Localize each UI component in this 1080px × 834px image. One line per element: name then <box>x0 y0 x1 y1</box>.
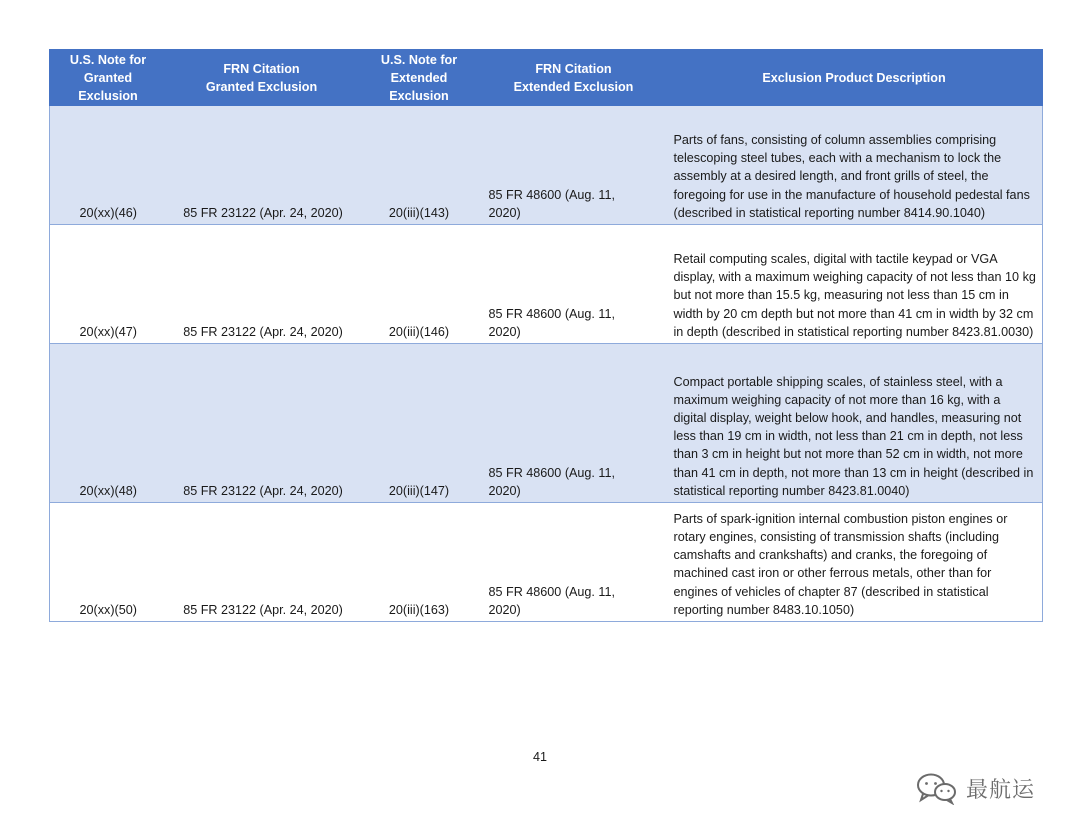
header-text: U.S. Note for <box>69 52 147 67</box>
header-text: Granted <box>83 70 133 85</box>
watermark-text: 最航运 <box>966 777 1036 803</box>
header-extended-frn <box>482 50 666 106</box>
header-row <box>50 50 1043 106</box>
granted-note-cell: 20(xx)(46) <box>50 106 167 225</box>
table-row <box>50 503 1043 622</box>
granted-frn-cell: 85 FR 23122 (Apr. 24, 2020) <box>167 106 357 225</box>
granted-frn-cell: 85 FR 23122 (Apr. 24, 2020) <box>167 344 357 503</box>
header-text: FRN Citation <box>535 61 612 76</box>
granted-note-cell: 20(xx)(50) <box>50 503 167 622</box>
extended-note-cell: 20(iii)(143) <box>357 106 482 225</box>
table-row <box>50 106 1043 225</box>
extended-frn-cell: 85 FR 48600 (Aug. 11, 2020) <box>482 225 666 344</box>
extended-note-cell: 20(iii)(163) <box>357 503 482 622</box>
description-cell: Compact portable shipping scales, of stainless steel, with a maximum weighing capacity of not more than 16 kg, with a digital display, weight below hook, and handles, measuring not less than 19 cm in width, not less than 21 cm in depth, not less than 3 cm in height but not more than 52 cm in width, not more than 41 cm in depth, not more than 13 cm in height (described in statistical reporting number 8423.81.0040) <box>666 344 1043 503</box>
description-cell: Retail computing scales, digital with tactile keypad or VGA display, with a maximum weighing capacity of not less than 10 kg but not more than 15.5 kg, measuring not less than 15 cm in width by 20 cm depth but not more than 41 cm in width by 32 cm in depth (described in statistical reporting number 8423.81.0030) <box>666 225 1043 344</box>
extended-frn-cell: 85 FR 48600 (Aug. 11, 2020) <box>482 503 666 622</box>
extended-note-cell: 20(iii)(147) <box>357 344 482 503</box>
description-cell: Parts of fans, consisting of column assemblies comprising telescoping steel tubes, each with a mechanism to lock the assembly at a desired length, and front grills of steel, the foregoing for use in the manufacture of household pedestal fans (described in statistical reporting number 8414.90.1040) <box>666 106 1043 225</box>
description-cell: Parts of spark-ignition internal combustion piston engines or rotary engines, consisting of transmission shafts (including camshafts and crankshafts) and cranks, the foregoing of machined cast iron or other ferrous metals, other than for engines of vehicles of chapter 87 (described in statistical reporting number 8483.10.1050) <box>666 503 1043 622</box>
header-extended-note <box>357 50 482 106</box>
granted-note-cell: 20(xx)(47) <box>50 225 167 344</box>
header-text: FRN Citation <box>223 61 300 76</box>
granted-note-cell: 20(xx)(48) <box>50 344 167 503</box>
page-number: 41 <box>532 750 547 764</box>
extended-note-cell: 20(iii)(146) <box>357 225 482 344</box>
header-text: Extended <box>390 70 448 85</box>
extended-frn-cell: 85 FR 48600 (Aug. 11, 2020) <box>482 344 666 503</box>
table-row <box>50 225 1043 344</box>
header-text: Exclusion Product Description <box>762 70 946 85</box>
header-description <box>666 50 1043 106</box>
table-header <box>50 50 1043 106</box>
watermark <box>914 770 1035 806</box>
header-text: Extended Exclusion <box>513 79 634 94</box>
table-body <box>50 106 1043 622</box>
table-row <box>50 344 1043 503</box>
header-text: U.S. Note for <box>380 52 458 67</box>
exclusion-table <box>49 49 1043 622</box>
granted-frn-cell: 85 FR 23122 (Apr. 24, 2020) <box>167 503 357 622</box>
header-text: Granted Exclusion <box>205 79 318 94</box>
extended-frn-cell: 85 FR 48600 (Aug. 11, 2020) <box>482 106 666 225</box>
granted-frn-cell: 85 FR 23122 (Apr. 24, 2020) <box>167 225 357 344</box>
header-text: Exclusion <box>78 88 138 103</box>
header-granted-note <box>50 50 167 106</box>
header-granted-frn <box>167 50 357 106</box>
wechat-icon <box>914 771 960 805</box>
header-text: Exclusion <box>389 88 449 103</box>
